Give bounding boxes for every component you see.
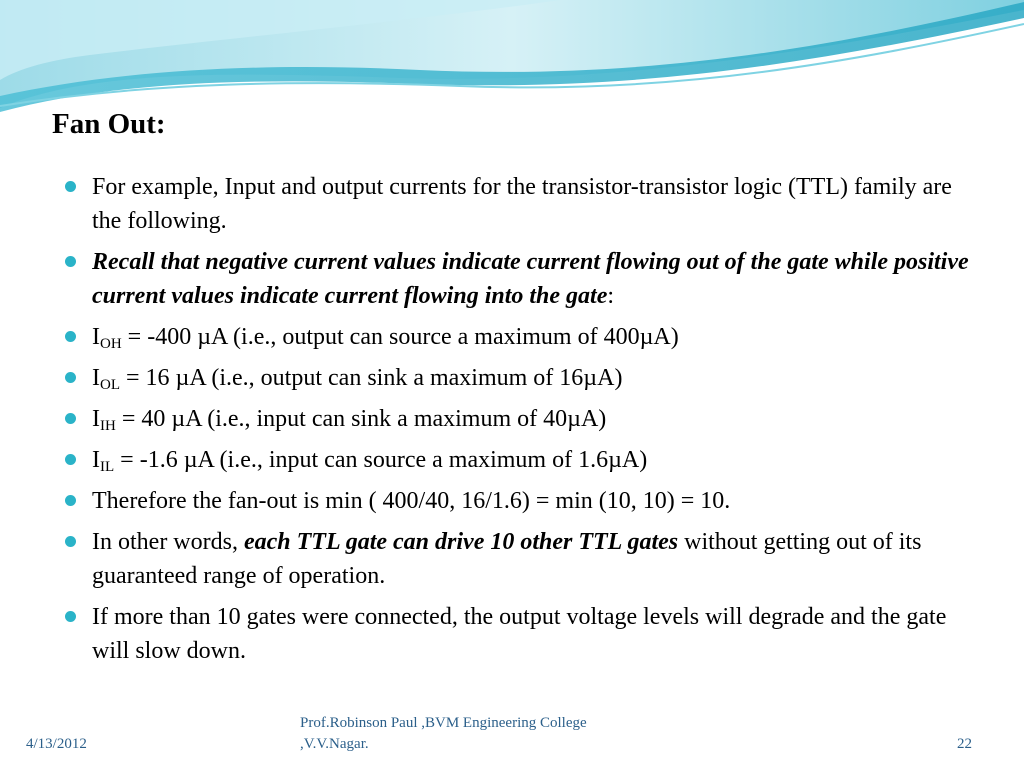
- bullet-text: If more than 10 gates were connected, the output voltage levels will degrade and the gate will slow down.: [92, 604, 947, 664]
- bullet-item: [92, 484, 972, 518]
- bullet-item: [92, 245, 972, 313]
- bullet-dot-icon: [65, 495, 76, 506]
- current-subscript: IL: [100, 459, 115, 475]
- bullet-dot-icon: [65, 256, 76, 267]
- bullet-emphasis: each TTL gate can drive 10 other TTL gates: [243, 529, 679, 555]
- bullet-item: [92, 320, 972, 354]
- footer-date: 4/13/2012: [26, 736, 87, 752]
- bullet-item: [92, 361, 972, 395]
- current-subscript: OL: [100, 377, 120, 393]
- bullet-dot-icon: [65, 372, 76, 383]
- bullet-dot-icon: [65, 413, 76, 424]
- bullet-list: [92, 170, 972, 675]
- current-symbol: I: [92, 406, 100, 432]
- current-symbol: I: [92, 324, 100, 350]
- slide-number: 22: [957, 736, 972, 752]
- bullet-emphasis: Recall that negative current values indicate current flowing out of the gate while positive current values indicate current flowing into the gate: [92, 249, 969, 309]
- bullet-text: = -400 µA (i.e., output can source a maximum of 400µA): [121, 324, 679, 350]
- bullet-prefix: In other words,: [92, 529, 244, 555]
- bullet-text: = 40 µA (i.e., input can sink a maximum of 40µA): [115, 406, 607, 432]
- bullet-dot-icon: [65, 536, 76, 547]
- slide-title: Fan Out:: [52, 108, 166, 140]
- bullet-suffix: without getting out of its guaranteed range of operation.: [92, 529, 922, 589]
- bullet-text: Therefore the fan-out is min ( 400/40, 16/1.6) = min (10, 10) = 10.: [92, 488, 731, 514]
- bullet-dot-icon: [65, 331, 76, 342]
- current-symbol: I: [92, 447, 100, 473]
- bullet-item: [92, 402, 972, 436]
- bullet-item: [92, 525, 972, 593]
- bullet-item: [92, 443, 972, 477]
- bullet-item: [92, 600, 972, 668]
- footer-author: [300, 713, 660, 755]
- footer-author-line1: Prof.Robinson Paul ,BVM Engineering College: [300, 715, 587, 731]
- bullet-text: = -1.6 µA (i.e., input can source a maximum of 1.6µA): [114, 447, 648, 473]
- bullet-dot-icon: [65, 454, 76, 465]
- footer-author-line2: ,V.V.Nagar.: [300, 736, 369, 752]
- bullet-dot-icon: [65, 181, 76, 192]
- bullet-item: [92, 170, 972, 238]
- current-subscript: IH: [100, 418, 116, 434]
- current-symbol: I: [92, 365, 100, 391]
- current-subscript: OH: [100, 336, 122, 352]
- bullet-suffix: :: [607, 283, 615, 309]
- bullet-text: = 16 µA (i.e., output can sink a maximum of 16µA): [120, 365, 623, 391]
- bullet-text: For example, Input and output currents for the transistor-transistor logic (TTL) family are the following.: [92, 174, 952, 234]
- bullet-dot-icon: [65, 611, 76, 622]
